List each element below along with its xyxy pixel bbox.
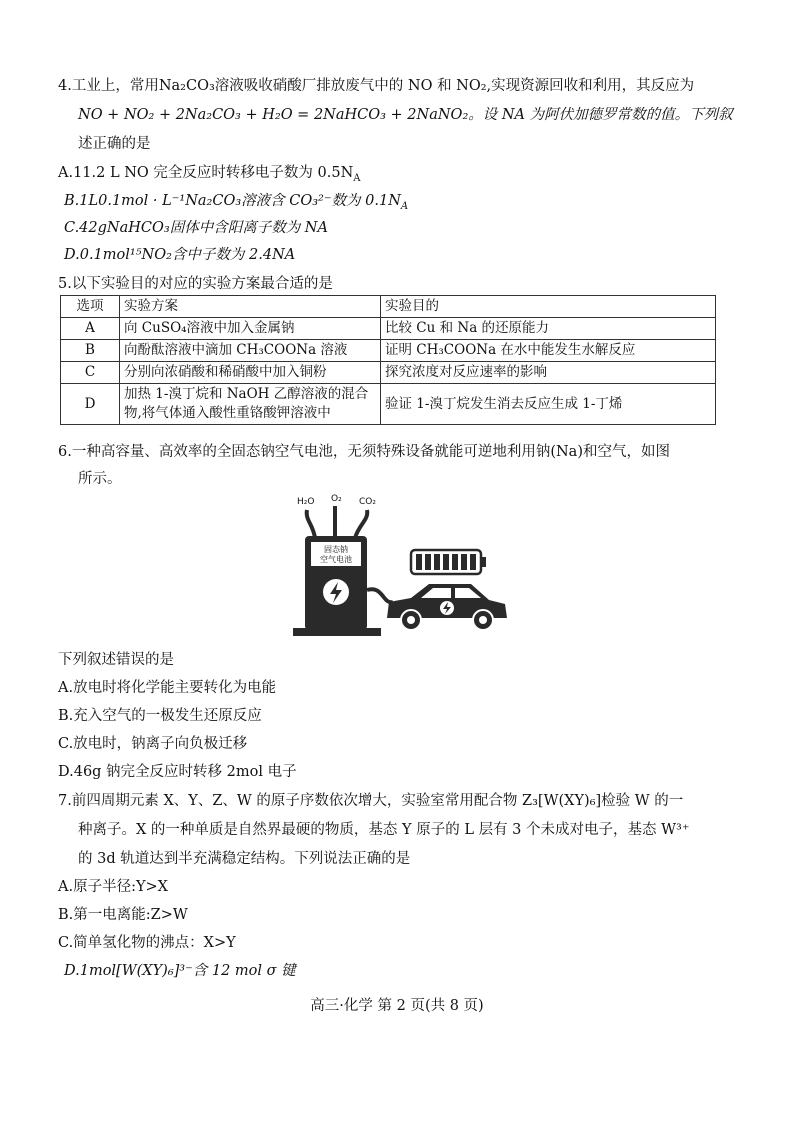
q4-option-d: D.0.1mol¹⁵NO₂含中子数为 2.4NA: [64, 247, 296, 263]
battery-terminal: [481, 557, 486, 567]
q6-option-c: C.放电时，钠离子向负极迁移: [58, 736, 248, 752]
battery-bar: [416, 554, 422, 570]
battery-bar: [434, 554, 440, 570]
q7-option-a: A.原子半径:Y>X: [58, 879, 169, 895]
battery-bar: [443, 554, 449, 570]
table-header-row: [61, 296, 716, 318]
q6-stem-line-2: 所示。: [78, 471, 122, 487]
table-cell: C: [61, 362, 120, 384]
table-cell: 探究浓度对反应速率的影响: [381, 362, 716, 384]
q5-stem: 5.以下实验目的对应的实验方案最合适的是: [58, 276, 333, 292]
table-row: [61, 340, 716, 362]
table-header-cell: 实验目的: [381, 296, 716, 318]
gas-label-co2: CO₂: [359, 497, 376, 507]
q4-option-a: [58, 162, 361, 184]
battery-bar: [452, 554, 458, 570]
station-base: [293, 628, 381, 636]
table-cell: D: [61, 384, 120, 425]
table-cell: 验证 1-溴丁烷发生消去反应生成 1-丁烯: [381, 384, 716, 425]
gas-label-o2: O₂: [331, 494, 342, 504]
gas-label-h2o: H₂O: [297, 497, 315, 507]
table-cell: B: [61, 340, 120, 362]
q4-option-b-subscript: A: [400, 200, 409, 212]
q6-option-d: D.46g 钠完全反应时转移 2mol 电子: [58, 764, 297, 780]
page-footer: 高三·化学 第 2 页(共 8 页): [310, 998, 484, 1014]
q4-option-b: [64, 190, 408, 212]
q7-stem-line-1: 7.前四周期元素 X、Y、Z、W 的原子序数依次增大，实验室常用配合物 Z₃[W(XY)₆]检验 W 的一: [58, 793, 684, 809]
table-header-cell: 选项: [61, 296, 120, 318]
q4-option-b-text: B.1L0.1mol · L⁻¹Na₂CO₃溶液含 CO₃²⁻数为 0.1N: [64, 193, 401, 209]
table-cell: A: [61, 318, 120, 340]
battery-bar: [461, 554, 467, 570]
q7-option-d: D.1mol[W(XY)₆]³⁻含 12 mol σ 键: [64, 963, 296, 979]
sodium-air-battery-figure: [283, 490, 513, 640]
q7-option-c: C.简单氢化物的沸点：X>Y: [58, 935, 236, 951]
q4-stem-line-3: 述正确的是: [78, 136, 151, 152]
table-header-cell: 实验方案: [120, 296, 381, 318]
q7-option-b: B.第一电离能:Z>W: [58, 907, 188, 923]
q4-option-a-subscript: A: [353, 172, 361, 184]
pipe-co2: [355, 510, 367, 538]
q6-question: 下列叙述错误的是: [58, 652, 174, 668]
table-cell: 加热 1-溴丁烷和 NaOH 乙醇溶液的混合物,将气体通入酸性重铬酸钾溶液中: [120, 384, 381, 425]
table-row: [61, 362, 716, 384]
q4-equation-line: NO + NO₂ + 2Na₂CO₃ + H₂O = 2NaHCO₃ + 2NaNO₂。设 NA 为阿伏加德罗常数的值。下列叙: [78, 107, 733, 123]
charging-cable: [367, 589, 393, 602]
station-label-line-2: 空气电池: [320, 555, 352, 564]
q7-stem-line-2: 种离子。X 的一种单质是自然界最硬的物质，基态 Y 原子的 L 层有 3 个未成对电子，基态 W³⁺: [78, 822, 690, 838]
q4-option-a-text: A.11.2 L NO 完全反应时转移电子数为 0.5N: [58, 165, 354, 181]
q4-stem-line-1: 4.工业上，常用Na₂CO₃溶液吸收硝酸厂排放废气中的 NO 和 NO₂,实现资源回收和利用，其反应为: [58, 78, 695, 94]
pipe-h2o: [307, 510, 315, 538]
wheel-hub: [407, 616, 415, 624]
q7-stem-line-3: 的 3d 轨道达到半充满稳定结构。下列说法正确的是: [78, 851, 411, 867]
table-cell: 比较 Cu 和 Na 的还原能力: [381, 318, 716, 340]
table-row: [61, 318, 716, 340]
table-cell: 分别向浓硝酸和稀硝酸中加入铜粉: [120, 362, 381, 384]
q6-option-a: A.放电时将化学能主要转化为电能: [58, 680, 277, 696]
table-row: [61, 384, 716, 425]
q5-options-table: [60, 295, 716, 425]
battery-bar: [425, 554, 431, 570]
q4-option-c: C.42gNaHCO₃固体中含阳离子数为 NA: [64, 220, 328, 236]
q6-option-b: B.充入空气的一极发生还原反应: [58, 708, 262, 724]
wheel-hub: [479, 616, 487, 624]
table-cell: 向酚酞溶液中滴加 CH₃COONa 溶液: [120, 340, 381, 362]
q6-stem-line-1: 6.一种高容量、高效率的全固态钠空气电池，无须特殊设备就能可逆地利用钠(Na)和空气，如图: [58, 444, 670, 460]
table-cell: 向 CuSO₄溶液中加入金属钠: [120, 318, 381, 340]
station-label-line-1: 固态钠: [324, 545, 348, 554]
battery-bar: [470, 554, 476, 570]
table-cell: 证明 CH₃COONa 在水中能发生水解反应: [381, 340, 716, 362]
